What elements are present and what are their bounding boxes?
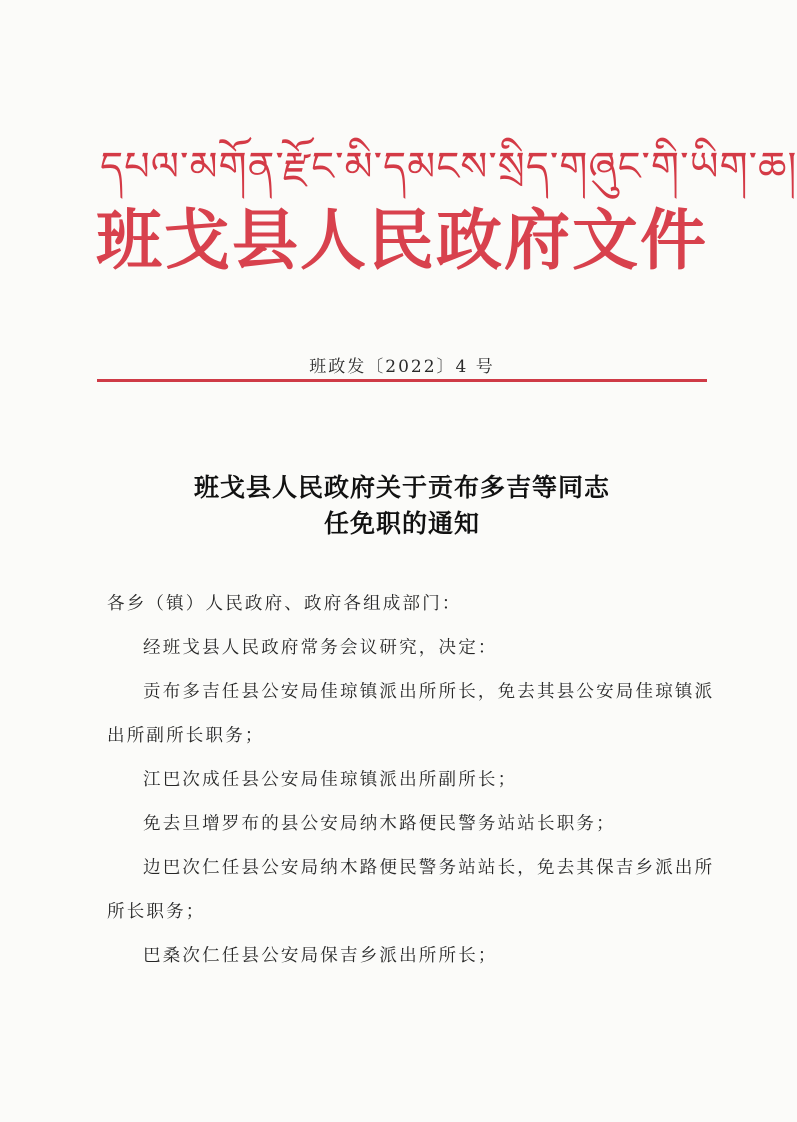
tibetan-header-title: དཔལ་མགོན་རྫོང་མི་དམངས་སྲིད་གཞུང་གི་ཡིག་ཆ། — [100, 144, 797, 190]
body-paragraph: 免去旦增罗布的县公安局纳木路便民警务站站长职务； — [143, 814, 616, 834]
notice-body — [107, 582, 715, 978]
body-paragraph: 江巴次成任县公安局佳琼镇派出所副所长； — [143, 770, 518, 790]
body-paragraph: 经班戈县人民政府常务会议研究，决定： — [143, 638, 498, 658]
body-paragraph: 贡布多吉任县公安局佳琼镇派出所所长，免去其县公安局佳琼镇派出所副所长职务； — [107, 682, 715, 746]
body-paragraph: 巴桑次仁任县公安局保吉乡派出所所长； — [143, 946, 498, 966]
notice-title — [96, 470, 708, 542]
document-number: 班政发〔2022〕4 号 — [309, 357, 495, 377]
chinese-header-title: 班戈县人民政府文件 — [96, 201, 708, 279]
body-paragraph: 边巴次仁任县公安局纳木路便民警务站站长，免去其保吉乡派出所所长职务； — [107, 858, 715, 922]
addressee-line: 各乡（镇）人民政府、政府各组成部门： — [107, 594, 462, 614]
red-divider-line — [97, 379, 707, 382]
notice-title-line-1: 班戈县人民政府关于贡布多吉等同志 — [193, 473, 610, 502]
notice-title-line-2: 任免职的通知 — [323, 509, 480, 538]
